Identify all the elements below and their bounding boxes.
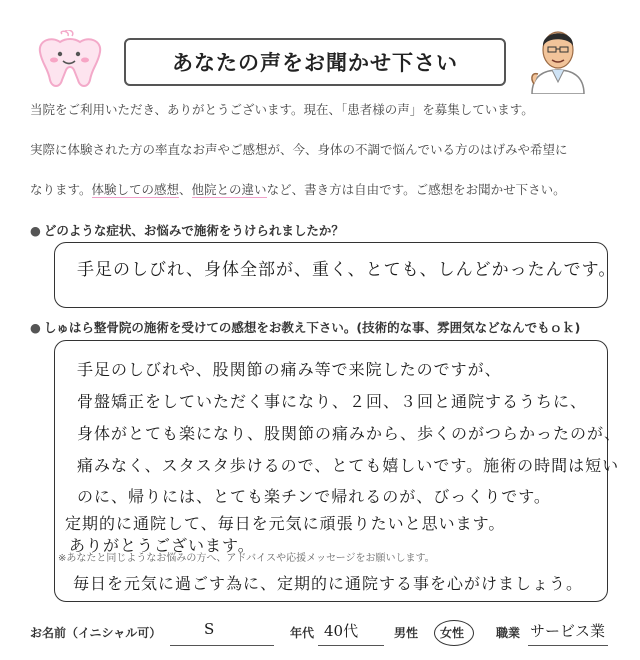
doctor-illustration-icon — [522, 22, 594, 94]
answer-2-line-5: のに、帰りには、とても楽チンで帰れるのが、びっくりです。 — [77, 487, 551, 506]
page-title — [124, 38, 506, 86]
answer-2-line-2: 骨盤矯正をしていただく事になり、２回、３回と通院するうちに、 — [77, 392, 588, 411]
female-option: 女性 — [440, 626, 465, 640]
intro-line-3-comma: 、 — [179, 182, 192, 197]
answer-2-line-6: 定期的に通院して、毎日を元気に頑張りたいと思います。 — [65, 514, 506, 533]
intro-line-1: 当院をご利用いただき、ありがとうございます。現在、「患者様の声」を募集しています。 — [30, 102, 534, 117]
question-2-label — [30, 318, 580, 336]
male-option: 男性 — [394, 626, 419, 640]
answer-2-line-1: 手足のしびれや、股関節の痛み等で来院したのですが、 — [77, 360, 502, 379]
job-label: 職業 — [496, 626, 521, 640]
intro-line-3-end: など、書き方は自由です。ご感想をお聞かせ下さい。 — [266, 182, 566, 197]
name-label: お名前（イニシャル可） — [30, 626, 162, 640]
page-title-text: あなたの声をお聞かせ下さい — [172, 51, 458, 75]
highlight-experience: 体験しての感想 — [91, 182, 180, 197]
answer-2-line-7: ありがとうございます。 — [69, 536, 255, 555]
question-1-text: どのような症状、お悩みで施術をうけられましたか？ — [43, 223, 344, 238]
intro-line-3 — [30, 180, 566, 198]
intro-line-3-start: なります。 — [30, 182, 92, 197]
age-underline — [318, 645, 384, 646]
highlight-difference: 他院との違い — [191, 182, 267, 197]
question-1-label — [30, 221, 344, 239]
advice-text: 毎日を元気に過ごす為に、定期的に通院する事を心がけましょう。 — [73, 574, 584, 593]
answer-2-line-3: 身体がとても楽になり、股関節の痛みから、歩くのがつらかったのが、 — [77, 424, 622, 443]
answer-1-text: 手足のしびれ、身体全部が、重く、とても、しんどかったんです。 — [77, 260, 617, 280]
job-value: サービス業 — [530, 622, 606, 640]
answer-2-line-4: 痛みなく、スタスタ歩けるので、とても嬉しいです。施術の時間は短い — [77, 456, 620, 475]
bullet-icon: ● — [30, 223, 41, 238]
age-label: 年代 — [290, 626, 315, 640]
name-underline — [170, 645, 274, 646]
job-underline — [528, 645, 608, 646]
age-value: 40代 — [324, 622, 359, 640]
intro-line-2: 実際に体験された方の率直なお声やご感想が、今、身体の不調で悩んでいる方のはげみや希望に — [30, 142, 568, 157]
answer-1-box — [54, 242, 617, 308]
question-2-text: しゅはら整骨院の施術を受けての感想をお教え下さい。(技術的な事、雰囲気などなんでもｏｋ) — [43, 320, 581, 335]
tooth-mascot-icon — [30, 30, 110, 90]
advice-request-note: ※あなたと同じようなお悩みの方へ、アドバイスや応援メッセージをお願いします。 — [58, 553, 435, 564]
bullet-icon: ● — [30, 320, 41, 335]
name-value: S — [204, 620, 215, 638]
